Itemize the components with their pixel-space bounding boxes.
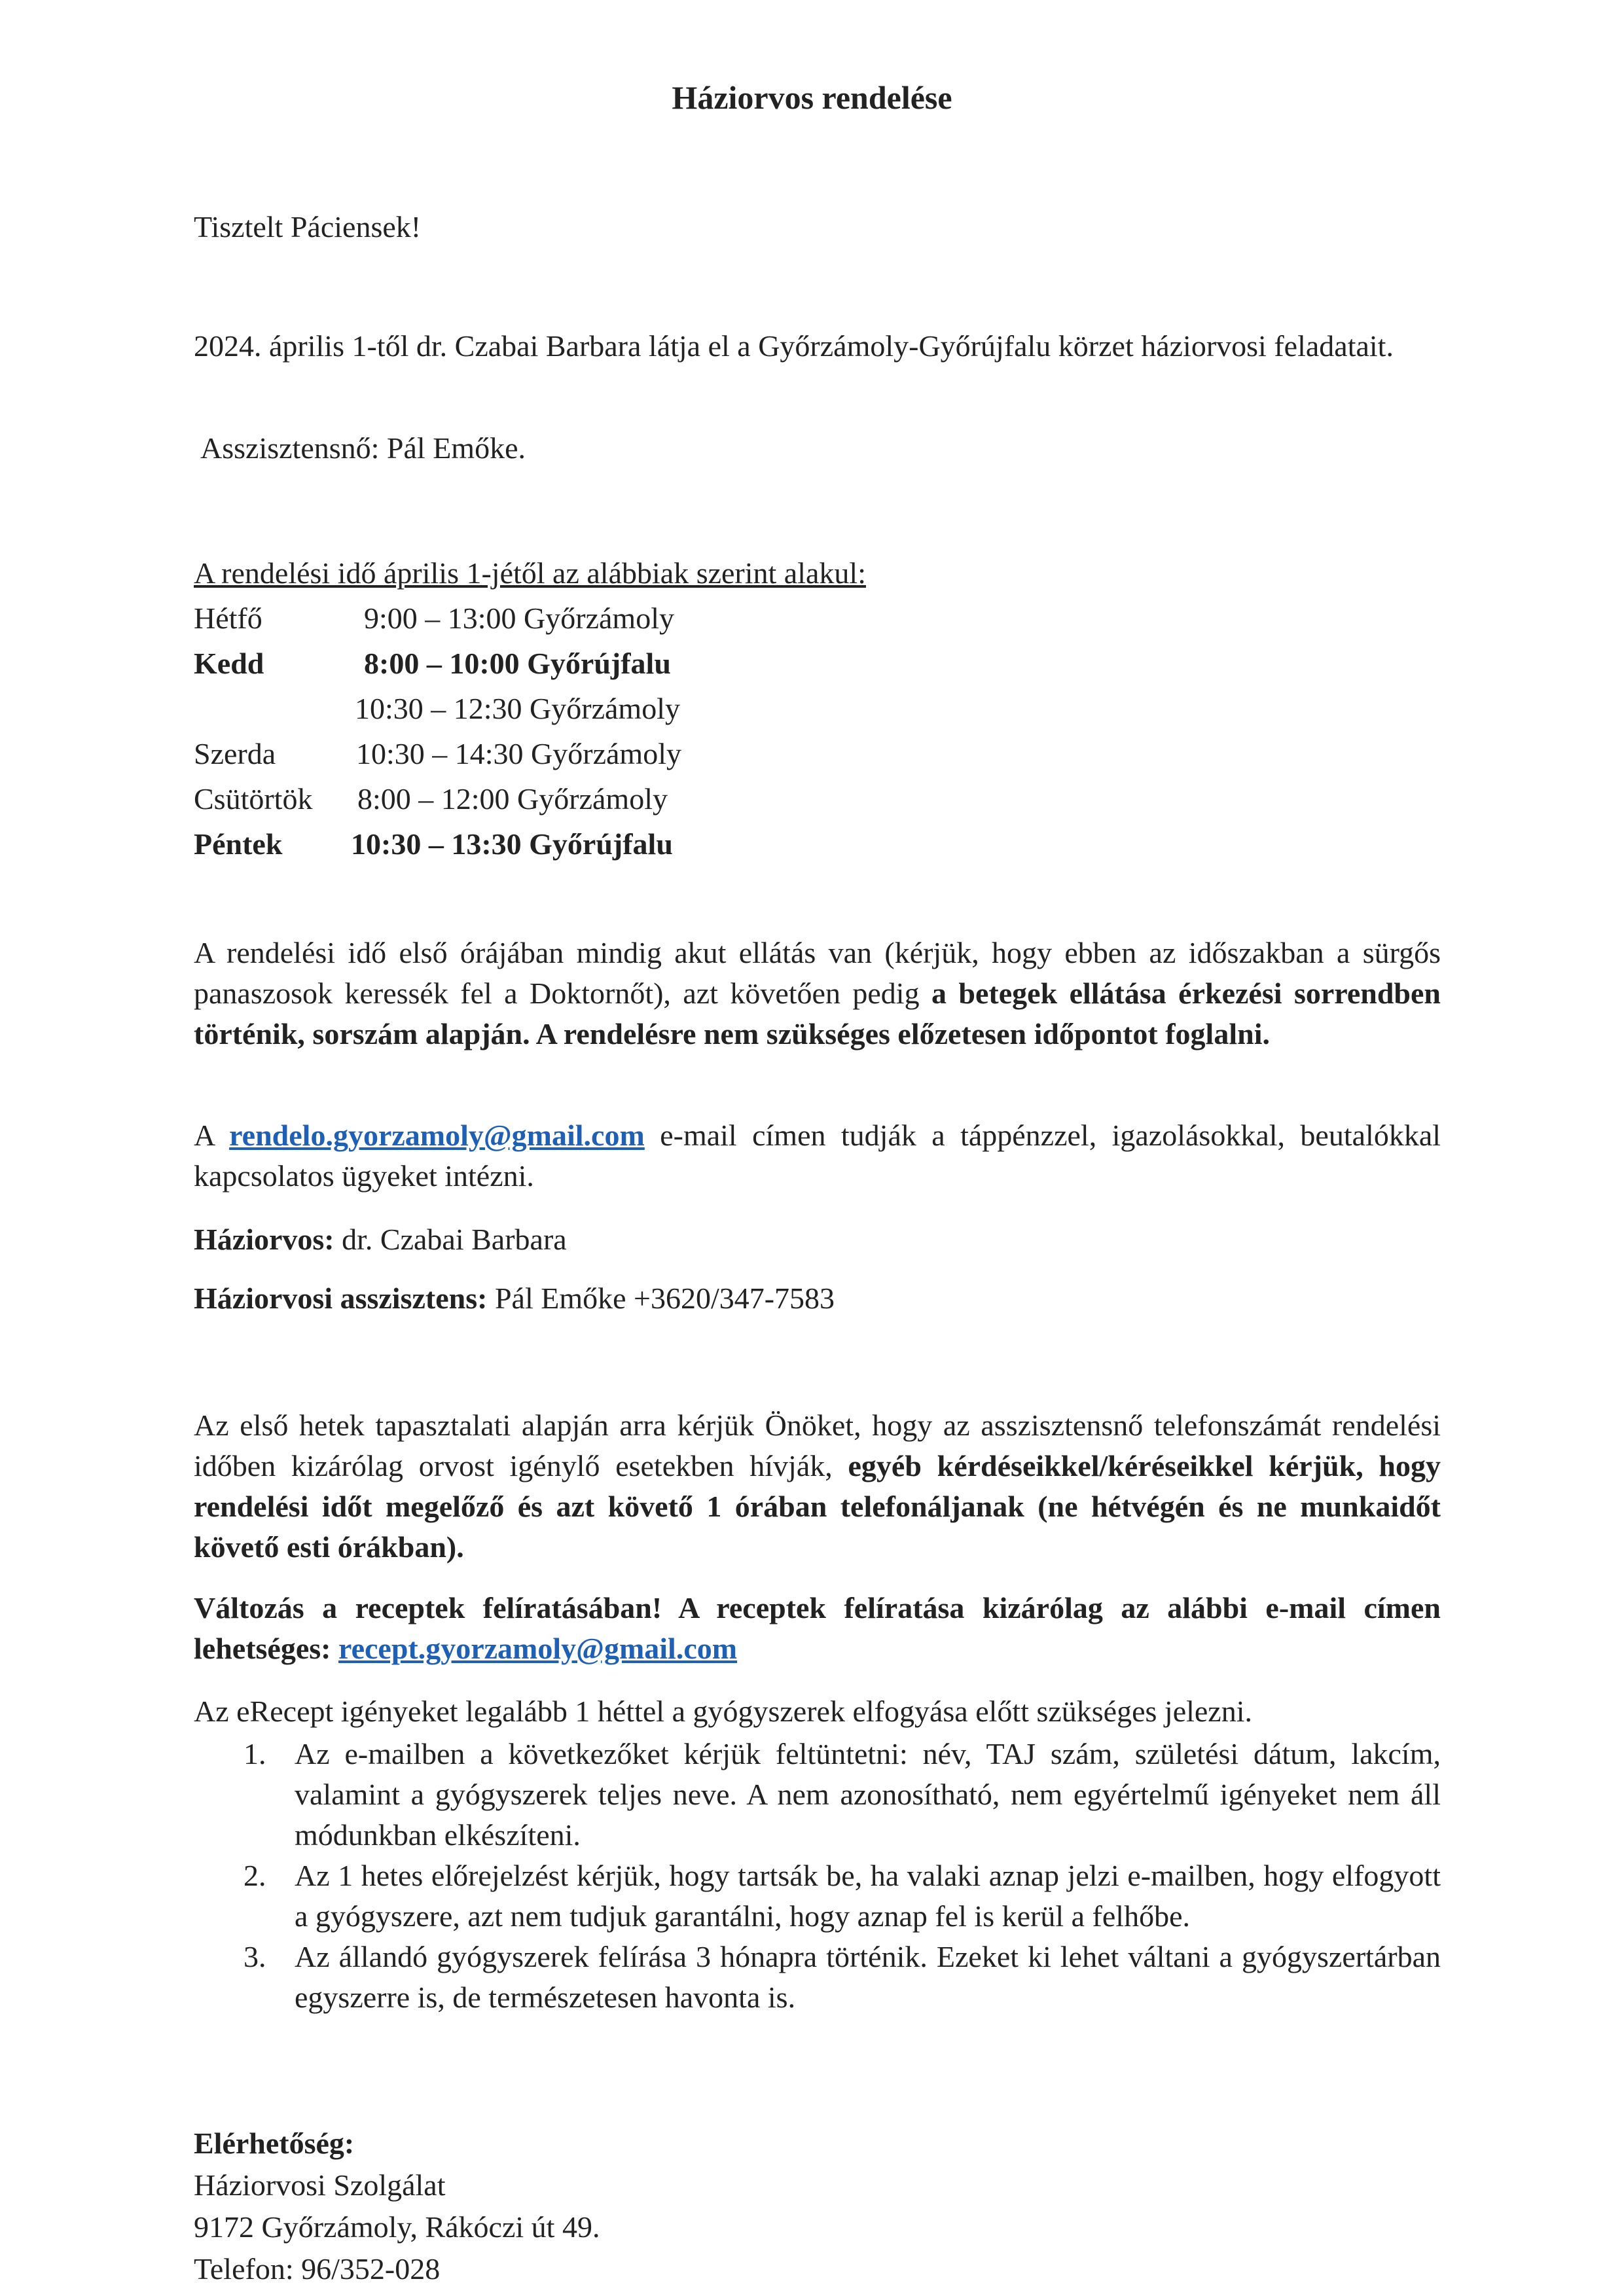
doctor-label: Háziorvos: <box>194 1223 334 1256</box>
list-item-number: 3. <box>244 1940 266 1973</box>
schedule-time-kedd-2: 10:30 – 12:30 Győrzámoly <box>355 692 680 725</box>
recept-instructions-list <box>194 1734 1441 2018</box>
rendelo-email-link[interactable]: rendelo.gyorzamoly@gmail.com <box>229 1119 645 1152</box>
list-item-text: Az 1 hetes előrejelzést kérjük, hogy tartsák be, ha valaki aznap jelzi e-mailben, hogy elfogyott a gyógyszere, azt nem tudjuk garantálni, hogy aznap fel is kerül a felhőbe. <box>295 1859 1441 1933</box>
email-paragraph <box>194 1115 1441 1196</box>
acute-care-bold-text: a betegek ellátása érkezési sorrendben történik, sorszám alapján. A rendelésre nem szükséges előzetesen időpontot foglalni. <box>194 977 1441 1050</box>
greeting: Tisztelt Páciensek! <box>194 210 422 243</box>
assistant-contact: Pál Emőke +3620/347-7583 <box>494 1282 835 1315</box>
contact-address: 9172 Győrzámoly, Rákóczi út 49. <box>194 2210 600 2244</box>
schedule-day-csutortok: Csütörtök <box>194 782 313 816</box>
list-item-text: Az állandó gyógyszerek felírása 3 hónapra történik. Ezeket ki lehet váltani a gyógyszertárban egyszerre is, de természetesen havonta is. <box>295 1940 1441 2014</box>
assistant-label: Háziorvosi asszisztens: <box>194 1282 488 1315</box>
phone-note-paragraph <box>194 1405 1441 1568</box>
schedule-time-kedd: 8:00 – 10:00 Győrújfalu <box>364 647 671 680</box>
recept-change-paragraph <box>194 1588 1441 1669</box>
email-suffix: e-mail címen tudják a táppénzzel, igazolásokkal, beutalókkal kapcsolatos ügyeket intézni. <box>194 1119 1441 1193</box>
erecept-intro: Az eRecept igényeket legalább 1 héttel a gyógyszerek elfogyása előtt szükséges jelezni. <box>194 1695 1253 1728</box>
contact-phone: Telefon: 96/352-028 <box>194 2252 441 2286</box>
list-item <box>194 1937 1441 2018</box>
schedule-day-kedd: Kedd <box>194 647 264 680</box>
schedule-day-pentek: Péntek <box>194 827 283 861</box>
acute-care-text: A rendelési idő első órájában mindig akut ellátás van (kérjük, hogy ebben az időszakban a sürgős panaszosok keressék fel a Doktornőt), azt követően pedig <box>194 936 1441 1010</box>
assistant-line: Asszisztensnő: Pál Emőke. <box>200 431 526 465</box>
contact-organization: Háziorvosi Szolgálat <box>194 2168 446 2202</box>
recept-email-link[interactable]: recept.gyorzamoly@gmail.com <box>338 1632 738 1665</box>
phone-note-text: Az első hetek tapasztalati alapján arra kérjük Önöket, hogy az asszisztensnő telefonszámát rendelési időben kizárólag orvost igénylő esetekben hívják, <box>194 1408 1441 1482</box>
email-prefix: A <box>194 1119 214 1152</box>
phone-note-bold-text: egyéb kérdéseikkel/kéréseikkel kérjük, hogy rendelési időt megelőző és azt követő 1 órában telefonáljanak (ne hétvégén és ne munkaidőt követő esti órákban). <box>194 1449 1441 1564</box>
schedule-day-szerda: Szerda <box>194 737 276 770</box>
assistant-contact-line <box>194 1278 835 1319</box>
schedule-time-csutortok: 8:00 – 12:00 Győrzámoly <box>357 782 668 816</box>
list-item <box>194 1734 1441 1856</box>
schedule-heading: A rendelési idő április 1-jétől az alábbiak szerint alakul: <box>194 556 866 590</box>
schedule-time-szerda: 10:30 – 14:30 Győrzámoly <box>356 737 681 770</box>
schedule-day-hetfo: Hétfő <box>194 601 262 635</box>
recept-change-text: Változás a receptek felíratásában! A receptek felíratása kizárólag az alábbi e-mail címen lehetséges: <box>194 1591 1441 1665</box>
contact-heading: Elérhetőség: <box>194 2126 355 2160</box>
acute-care-paragraph <box>194 933 1441 1054</box>
list-item-number: 1. <box>244 1737 266 1770</box>
list-item <box>194 1856 1441 1937</box>
schedule-time-pentek: 10:30 – 13:30 Győrújfalu <box>351 827 673 861</box>
list-item-text: Az e-mailben a következőket kérjük feltüntetni: név, TAJ szám, születési dátum, lakcím, valamint a gyógyszerek teljes neve. A nem azonosítható, nem egyértelmű igényeket nem áll módunkban elkészíteni. <box>295 1737 1441 1852</box>
intro-paragraph: 2024. április 1-től dr. Czabai Barbara látja el a Győrzámoly-Győrújfalu körzet háziorvosi feladatait. <box>194 329 1394 363</box>
doctor-name: dr. Czabai Barbara <box>342 1223 567 1256</box>
schedule-time-hetfo: 9:00 – 13:00 Győrzámoly <box>364 601 674 635</box>
list-item-number: 2. <box>244 1859 266 1892</box>
page-title: Háziorvos rendelése <box>672 79 952 116</box>
doctor-line <box>194 1219 567 1260</box>
